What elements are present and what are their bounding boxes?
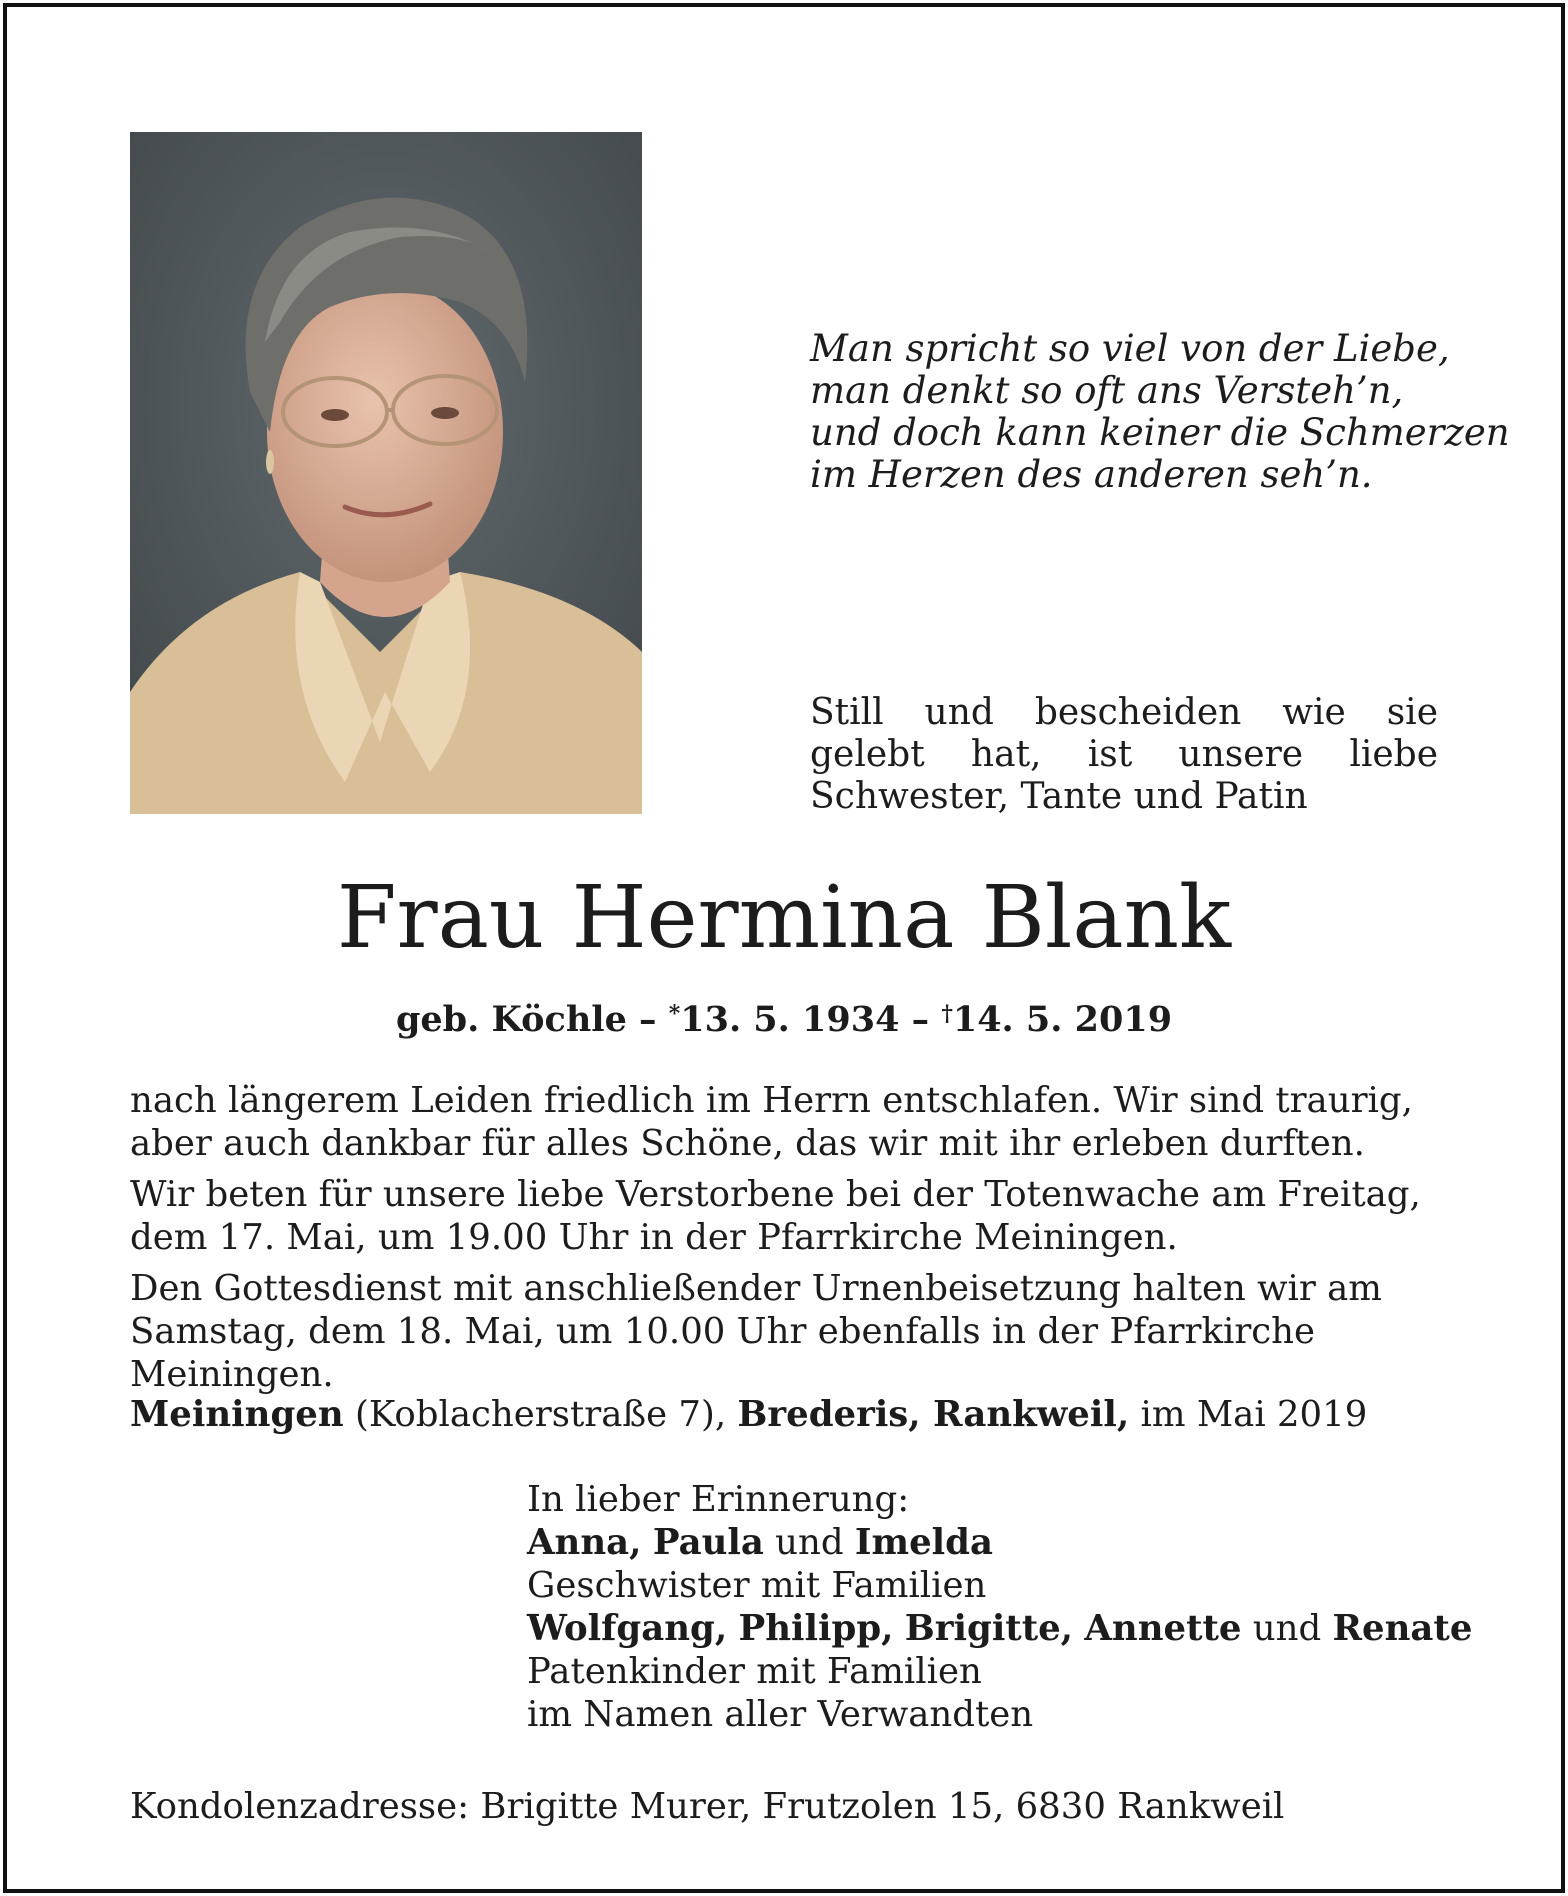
birth-symbol: * — [668, 1001, 681, 1027]
relatives-line: im Namen aller Verwandten — [527, 1694, 1034, 1735]
portrait-photo — [130, 132, 642, 814]
place-street: (Koblacherstraße 7), — [355, 1394, 727, 1435]
place-others: Brederis, Rankweil, — [737, 1394, 1130, 1435]
poem-line: man denkt so oft ans Versteh’n, — [810, 369, 1404, 412]
godchildren-names: Wolfgang, Philipp, Brigitte, Annette und Renate — [527, 1608, 1473, 1649]
death-date: 14. 5. 2019 — [952, 999, 1173, 1040]
siblings-label: Geschwister mit Familien — [527, 1565, 987, 1606]
body-paragraph: Den Gottesdienst mit anschließender Urnenbeisetzung halten wir am Samstag, dem 18. Mai, um 10.00 Uhr ebenfalls in der Pfarrkirche Meiningen. — [130, 1268, 1382, 1395]
poem-line: im Herzen des anderen seh’n. — [810, 453, 1373, 496]
place-town: Meiningen — [130, 1394, 344, 1435]
place-date-line — [130, 1393, 1367, 1436]
life-dates: geb. Köchle – *13. 5. 1934 – †14. 5. 2019 — [395, 999, 1173, 1040]
body-paragraph: nach längerem Leiden friedlich im Herrn entschlafen. Wir sind traurig, aber auch dankbar für alles Schöne, das wir mit ihr erleben durften. — [130, 1080, 1413, 1164]
intro-text: Still und bescheiden wie sie gelebt hat, ist unsere liebe Schwester, Tante und Patin — [810, 692, 1438, 817]
godchildren-label: Patenkinder mit Familien — [527, 1651, 982, 1692]
birth-date: 13. 5. 1934 — [680, 999, 900, 1040]
body-paragraph: Wir beten für unsere liebe Verstorbene bei der Totenwache am Freitag, dem 17. Mai, um 19.00 Uhr in der Pfarrkirche Meiningen. — [130, 1174, 1421, 1258]
place-date: im Mai 2019 — [1140, 1394, 1368, 1435]
memory-block — [527, 1478, 1472, 1736]
death-symbol: † — [941, 1001, 953, 1027]
poem — [810, 328, 1510, 496]
condolence-address: Kondolenzadresse: Brigitte Murer, Frutzolen 15, 6830 Rankweil — [130, 1786, 1285, 1827]
siblings-names: Anna, Paula und Imelda — [527, 1522, 993, 1563]
birth-name: geb. Köchle — [395, 999, 627, 1040]
deceased-name: Frau Hermina Blank — [336, 868, 1232, 968]
memory-heading: In lieber Erinnerung: — [527, 1479, 910, 1520]
notice-body — [130, 1079, 1438, 1404]
poem-line: Man spricht so viel von der Liebe, — [810, 327, 1450, 370]
poem-line: und doch kann keiner die Schmerzen — [810, 411, 1510, 454]
